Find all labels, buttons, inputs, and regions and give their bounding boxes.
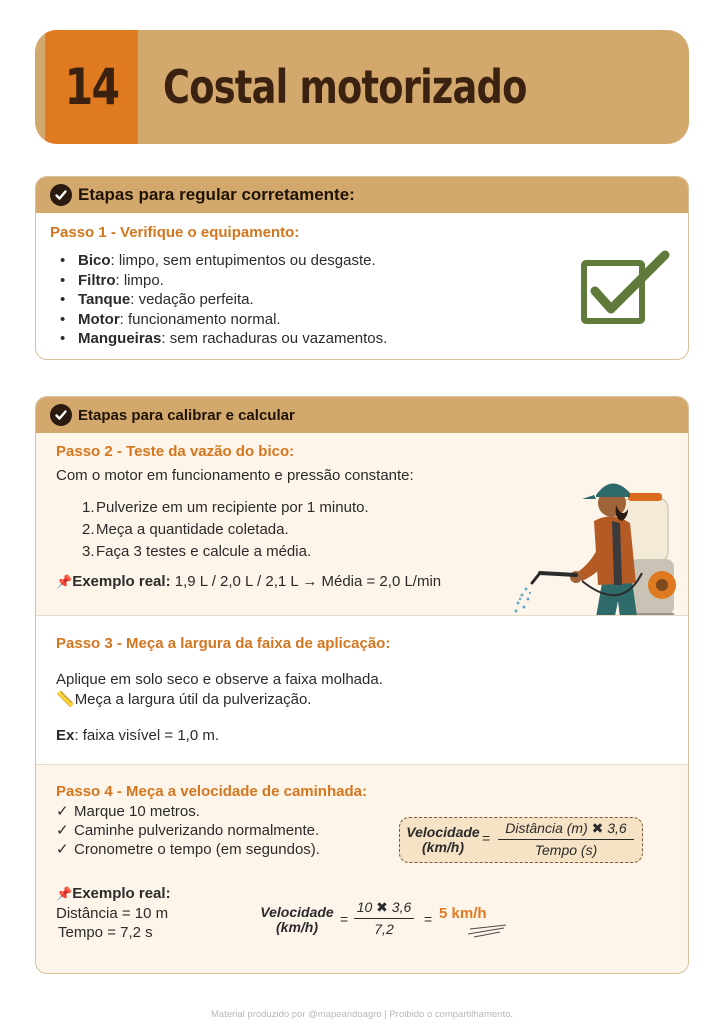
step4-title: Passo 4 - Meça a velocidade de caminhada: <box>56 783 367 800</box>
step2-example: 📌Exemplo real: 1,9 L / 2,0 L / 2,1 L → Média = 2,0 L/min <box>56 573 442 590</box>
formula-numerator: Distância (m) ✖ 3,6 <box>505 820 627 836</box>
step2-section <box>36 433 688 615</box>
formula-equals: = <box>482 830 491 846</box>
check-circle-icon <box>50 404 72 426</box>
list-item: • Filtro: limpo. <box>74 271 387 291</box>
step3-line2: 📏Meça a largura útil da pulverização. <box>56 691 312 708</box>
calc-result: 5 km/h <box>439 905 487 922</box>
ruler-icon: 📏 <box>56 691 75 708</box>
step2-list <box>82 497 369 563</box>
list-item: 1.Pulverize em um recipiente por 1 minuto. <box>82 499 369 516</box>
list-item: • Tanque: vedação perfeita. <box>74 290 387 310</box>
calc-equals: = <box>340 911 349 927</box>
pushpin-icon: 📌 <box>56 574 73 589</box>
checkmark-icon: ✓ <box>56 822 69 839</box>
checkbox-checked-icon <box>581 249 671 329</box>
list-item: ✓ Cronometre o tempo (em segundos). <box>56 841 320 858</box>
title-banner <box>35 30 689 144</box>
equipment-checklist <box>74 251 387 349</box>
calc-numerator: 10 ✖ 3,6 <box>356 899 412 915</box>
underline-scribble-icon <box>466 923 510 939</box>
list-item: ✓ Marque 10 metros. <box>56 803 200 820</box>
step2-title: Passo 2 - Teste da vazão do bico: <box>56 443 295 460</box>
step3-section <box>36 615 688 765</box>
step3-line1: Aplique em solo seco e observe a faixa molhada. <box>56 671 383 688</box>
section-number: 14 <box>45 30 138 144</box>
calc-denominator: 7,2 <box>374 921 394 937</box>
list-item: 2.Meça a quantidade coletada. <box>82 521 289 538</box>
list-item: • Mangueiras: sem rachaduras ou vazamentos. <box>74 329 387 349</box>
pushpin-icon: 📌 <box>56 886 73 901</box>
calc-equals-2: = <box>424 911 433 927</box>
step2-intro: Com o motor em funcionamento e pressão constante: <box>56 467 414 484</box>
step4-section <box>36 765 688 974</box>
checkmark-icon: ✓ <box>56 841 69 858</box>
calibration-heading: Etapas para calibrar e calcular <box>78 406 295 424</box>
regulation-card <box>35 176 689 360</box>
list-item: • Motor: funcionamento normal. <box>74 310 387 330</box>
speed-formula-box <box>399 817 643 863</box>
formula-label: Velocidade (km/h) <box>406 824 480 855</box>
list-item: 3.Faça 3 testes e calcule a média. <box>82 543 312 560</box>
step4-example-title: 📌Exemplo real: <box>56 885 171 902</box>
check-circle-icon <box>50 184 72 206</box>
step3-title: Passo 3 - Meça a largura da faixa de aplicação: <box>56 635 391 652</box>
step4-checklist <box>56 802 320 859</box>
step3-example: Ex: faixa visível = 1,0 m. <box>56 727 219 744</box>
formula-denominator: Tempo (s) <box>534 842 598 858</box>
checkmark-icon: ✓ <box>56 803 69 820</box>
list-item: ✓ Caminhe pulverizando normalmente. <box>56 822 320 839</box>
regulation-heading: Etapas para regular corretamente: <box>78 185 355 204</box>
page-title: Costal motorizado <box>163 60 527 114</box>
calc-label: Velocidade (km/h) <box>260 904 334 935</box>
fraction-line <box>354 918 414 919</box>
example-time: Tempo = 7,2 s <box>58 924 153 941</box>
fraction-line <box>498 839 634 840</box>
step1-title: Passo 1 - Verifique o equipamento: <box>50 224 300 241</box>
footer-credit: Material produzido por @mapeandoagro | Proibido o compartilhamento. <box>210 1009 514 1020</box>
calibration-card <box>35 396 689 974</box>
example-distance: Distância = 10 m <box>56 905 169 922</box>
regulation-card-header <box>36 177 688 213</box>
calibration-card-header <box>36 397 688 433</box>
list-item: • Bico: limpo, sem entupimentos ou desgaste. <box>74 251 387 271</box>
